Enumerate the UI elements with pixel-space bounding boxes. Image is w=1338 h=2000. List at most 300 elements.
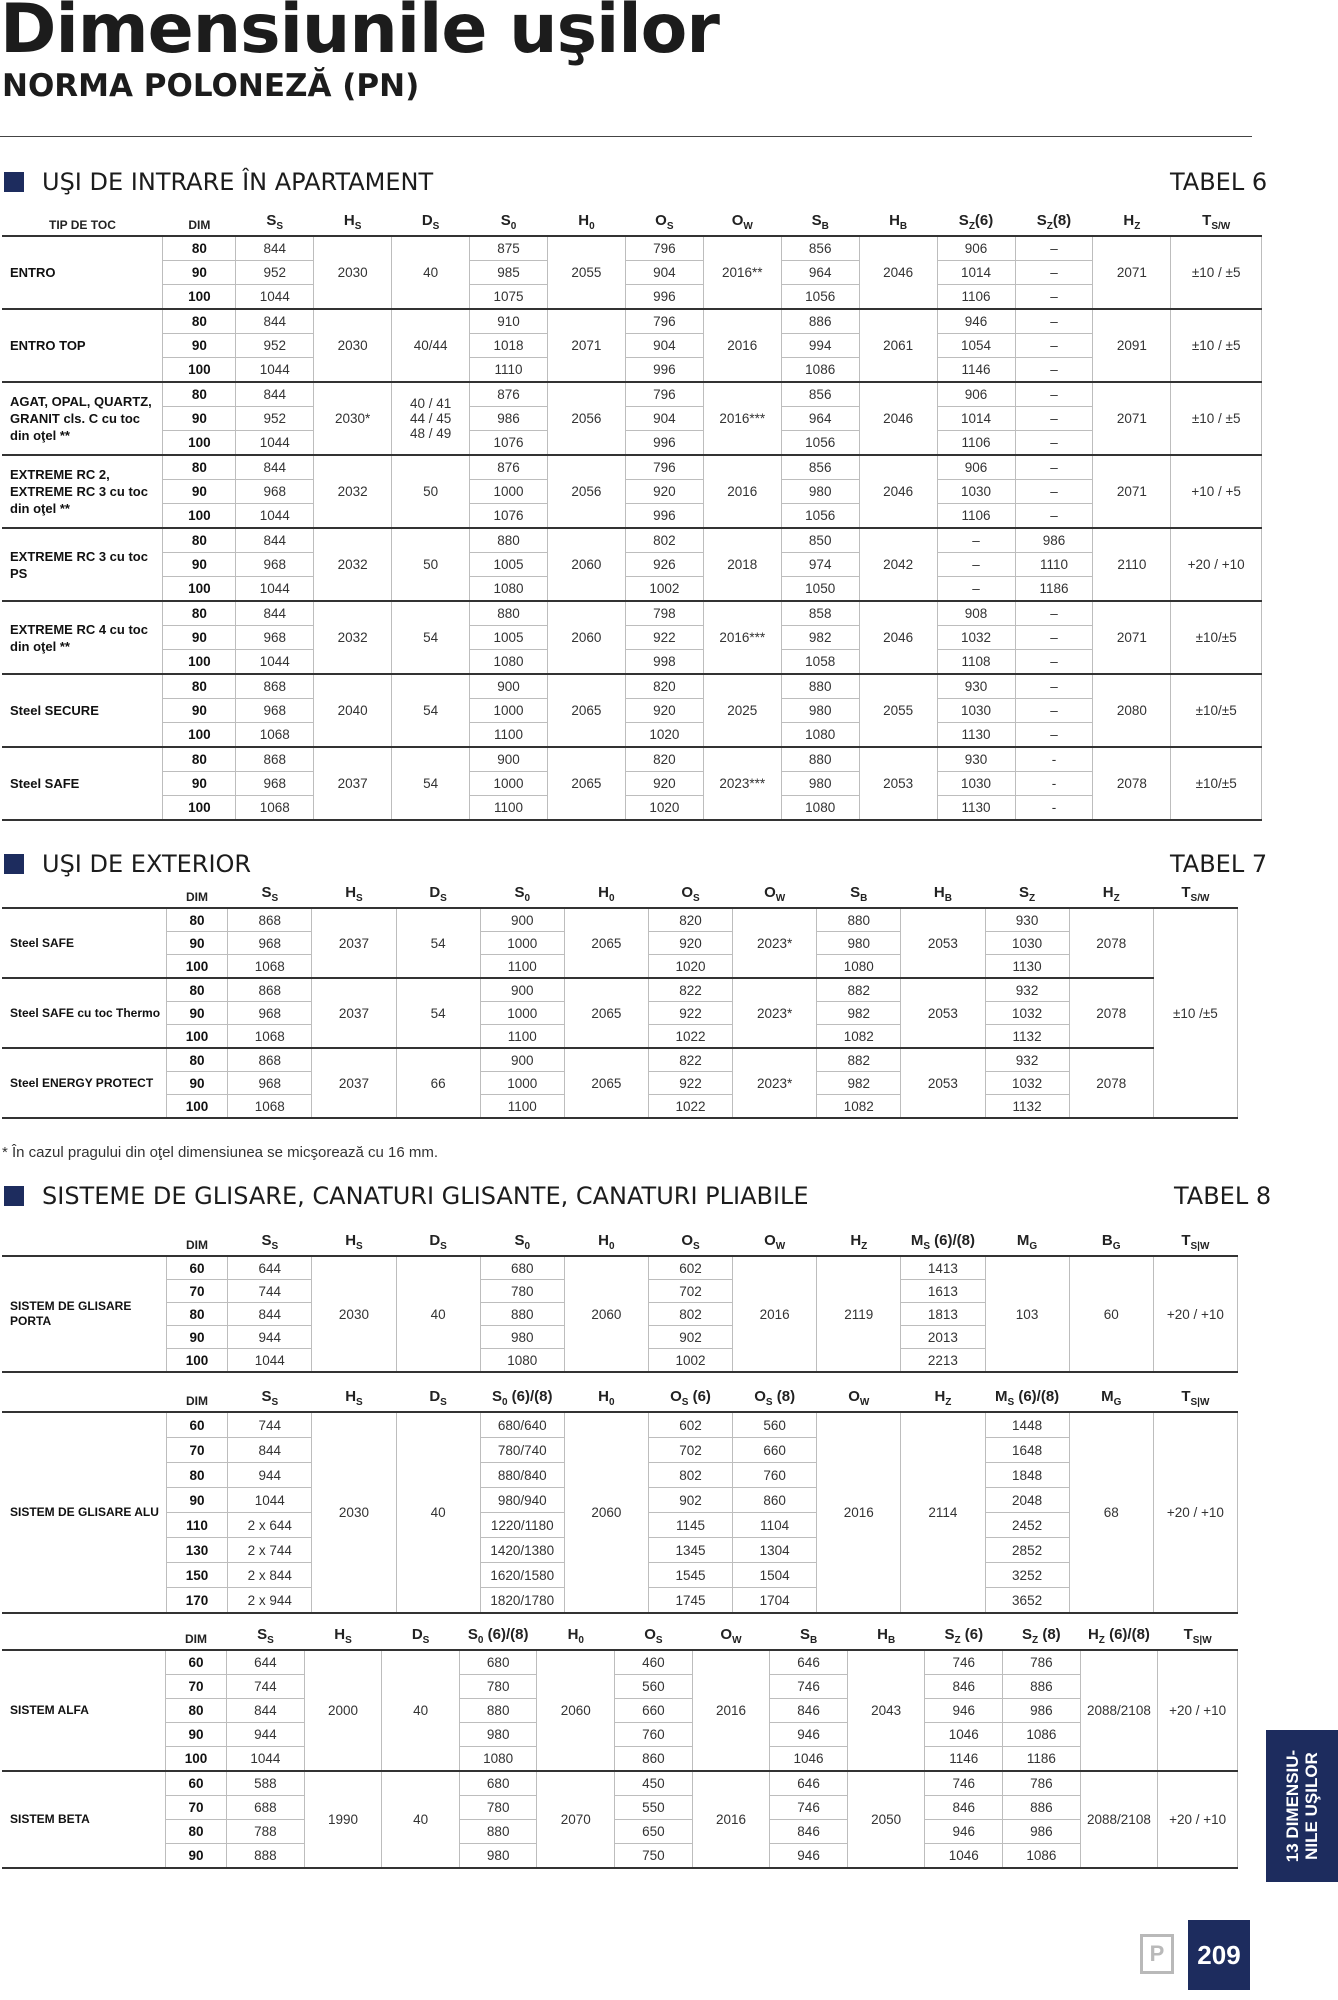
chapter-tab[interactable] — [1266, 1730, 1338, 1882]
table-cell: 2088/2108 — [1080, 1771, 1158, 1868]
table-cell: 1000 — [470, 480, 548, 504]
table-8-alfa-beta — [2, 1620, 1238, 1869]
column-header — [2, 878, 166, 908]
table-cell: 680 — [480, 1256, 564, 1280]
table-cell: 844 — [228, 1438, 312, 1463]
dim-cell: 80 — [165, 1820, 226, 1844]
table-cell: 868 — [228, 1048, 312, 1072]
column-header: $O_S$ — [625, 206, 703, 236]
table-cell: 796 — [625, 309, 703, 334]
column-header: $H_0$ — [564, 1382, 648, 1412]
table-cell: 2065 — [564, 908, 648, 978]
column-header: $S_Z(6)$ — [937, 206, 1015, 236]
table-cell: 2071 — [1093, 455, 1171, 528]
dim-cell: 80 — [163, 601, 236, 626]
table-cell: 40 — [396, 1412, 480, 1613]
table-cell: 1146 — [925, 1747, 1003, 1772]
table-cell: 1082 — [817, 1095, 901, 1119]
table-row — [2, 1796, 1238, 1820]
table-6 — [2, 206, 1262, 821]
table-cell: 54 — [392, 747, 470, 820]
table-cell: 2213 — [901, 1349, 985, 1373]
column-header: $H_Z$ — [901, 1382, 985, 1412]
dim-cell: 90 — [166, 1002, 228, 1025]
table-cell: 802 — [625, 528, 703, 553]
section-title: UŞI DE INTRARE ÎN APARTAMENT — [42, 168, 434, 196]
column-header: $O_S$ — [648, 878, 732, 908]
table-cell: 968 — [236, 553, 314, 577]
table-row — [2, 382, 1262, 407]
table-cell: 982 — [817, 1072, 901, 1095]
table-cell: – — [1015, 650, 1093, 675]
table-row — [2, 577, 1262, 602]
table-cell: 50 — [392, 455, 470, 528]
row-group-label: EXTREME RC 3 cu toc PS — [2, 528, 163, 601]
table-cell: 2025 — [703, 674, 781, 747]
table-cell: 932 — [985, 1048, 1069, 1072]
table-cell: 1068 — [228, 1025, 312, 1049]
table-cell: 920 — [648, 932, 732, 955]
table-cell: 902 — [648, 1488, 732, 1513]
table-cell: 980 — [781, 772, 859, 796]
table-cell: 1044 — [236, 650, 314, 675]
dim-cell: 100 — [165, 1747, 226, 1772]
column-header: $H_S$ — [314, 206, 392, 236]
table-cell: 920 — [625, 480, 703, 504]
dim-cell: 90 — [166, 932, 228, 955]
table-cell: 780 — [459, 1796, 537, 1820]
table-cell: 2050 — [847, 1771, 925, 1868]
dim-cell: 100 — [163, 723, 236, 748]
table-cell: 54 — [396, 908, 480, 978]
table-cell: 986 — [1003, 1820, 1081, 1844]
section-square-icon — [4, 1186, 24, 1206]
table-cell: 1068 — [228, 955, 312, 979]
dim-cell: 80 — [163, 236, 236, 261]
table-cell: ±10 / ±5 — [1171, 382, 1262, 455]
table-cell: 1106 — [937, 504, 1015, 529]
table-cell: 40 / 41 44 / 45 48 / 49 — [392, 382, 470, 455]
row-group-label: SISTEM ALFA — [2, 1650, 165, 1771]
table-cell: 932 — [985, 978, 1069, 1002]
table-cell: 985 — [470, 261, 548, 285]
table-cell: 1100 — [470, 796, 548, 821]
table-cell: 2065 — [564, 1048, 648, 1118]
table-cell: 1106 — [937, 431, 1015, 456]
table-cell: 2053 — [901, 978, 985, 1048]
table-cell: 2080 — [1093, 674, 1171, 747]
dim-cell: 80 — [166, 1048, 228, 1072]
table-cell: 1106 — [937, 285, 1015, 310]
table-cell: – — [1015, 601, 1093, 626]
table-cell: +20 / +10 — [1158, 1771, 1238, 1868]
table-cell: 1030 — [937, 699, 1015, 723]
table-cell: 588 — [227, 1771, 305, 1796]
column-header: $H_Z$ — [1069, 878, 1153, 908]
table-cell: 2065 — [547, 747, 625, 820]
table-cell: 886 — [781, 309, 859, 334]
table-cell: 968 — [228, 932, 312, 955]
table-cell: 880 — [459, 1699, 537, 1723]
dim-cell: 60 — [165, 1650, 226, 1675]
table-cell: 880 — [470, 601, 548, 626]
table-cell: 2065 — [547, 674, 625, 747]
table-cell: 1145 — [648, 1513, 732, 1538]
table-cell: ±10 /±5 — [1153, 908, 1237, 1118]
table-cell: 2016 — [692, 1650, 770, 1771]
table-cell: 2016*** — [703, 382, 781, 455]
table-cell: 982 — [817, 1002, 901, 1025]
table-cell: 846 — [770, 1820, 848, 1844]
column-header: $S_Z$ (6) — [925, 1620, 1003, 1650]
column-header: $M_G$ — [985, 1226, 1069, 1256]
table-cell: 2078 — [1069, 978, 1153, 1048]
table-cell: 2053 — [901, 1048, 985, 1118]
table-cell: 2055 — [547, 236, 625, 309]
table-cell: 560 — [615, 1675, 693, 1699]
table-cell: 2060 — [537, 1650, 615, 1771]
table-cell: 2071 — [547, 309, 625, 382]
dim-cell: 70 — [166, 1438, 228, 1463]
table-cell: 888 — [227, 1844, 305, 1869]
table-cell: 844 — [228, 1303, 312, 1326]
table-cell: 1022 — [648, 1025, 732, 1049]
table-cell: 688 — [227, 1796, 305, 1820]
table-cell: 746 — [770, 1796, 848, 1820]
column-header: $S_0$ — [470, 206, 548, 236]
dim-cell: 80 — [163, 747, 236, 772]
table-cell: ±10/±5 — [1171, 601, 1262, 674]
dim-cell: 100 — [166, 955, 228, 979]
column-header: DIM — [165, 1620, 226, 1650]
table-cell: 908 — [937, 601, 1015, 626]
table-cell: 3652 — [985, 1588, 1069, 1614]
table-cell: 1044 — [236, 577, 314, 602]
table-cell: 2852 — [985, 1538, 1069, 1563]
table-cell: 1076 — [470, 504, 548, 529]
table-cell: 60 — [1069, 1256, 1153, 1372]
table-cell: 550 — [615, 1796, 693, 1820]
table-cell: 1080 — [781, 796, 859, 821]
table-cell: 2078 — [1069, 1048, 1153, 1118]
dim-cell: 90 — [165, 1844, 226, 1869]
table-cell: 2013 — [901, 1326, 985, 1349]
table-cell: 2078 — [1093, 747, 1171, 820]
table-cell: +10 / +5 — [1171, 455, 1262, 528]
table-cell: 1080 — [470, 577, 548, 602]
table-cell: 1080 — [470, 650, 548, 675]
table-7 — [2, 878, 1238, 1119]
column-header: $S_0$ (6)/(8) — [459, 1620, 537, 1650]
table-cell: 2016 — [703, 455, 781, 528]
dim-cell: 80 — [163, 674, 236, 699]
table-cell: 1046 — [925, 1844, 1003, 1869]
dim-cell: 80 — [166, 908, 228, 932]
table-cell: 2119 — [817, 1256, 901, 1372]
section-heading-t6 — [4, 168, 433, 196]
table-cell: 788 — [227, 1820, 305, 1844]
table-cell: 1068 — [236, 723, 314, 748]
section-title: UŞI DE EXTERIOR — [42, 850, 252, 878]
table-cell: 50 — [392, 528, 470, 601]
table-cell: 2 x 844 — [228, 1563, 312, 1588]
table-cell: 882 — [817, 978, 901, 1002]
table-cell: 1000 — [470, 772, 548, 796]
table-cell: 844 — [236, 601, 314, 626]
table-cell: 968 — [236, 699, 314, 723]
table-cell: 40 — [396, 1256, 480, 1372]
table-cell: 1130 — [937, 796, 1015, 821]
table-cell: 2060 — [564, 1256, 648, 1372]
table-cell: 2070 — [537, 1771, 615, 1868]
table-cell: 744 — [227, 1675, 305, 1699]
dim-cell: 100 — [163, 431, 236, 456]
table-cell: 1002 — [648, 1349, 732, 1373]
table-cell: 846 — [925, 1796, 1003, 1820]
table-cell: 922 — [625, 626, 703, 650]
table-cell: 980 — [781, 699, 859, 723]
table-cell: 880 — [470, 528, 548, 553]
table-row — [2, 480, 1262, 504]
table-cell: 54 — [392, 674, 470, 747]
table-cell: 982 — [781, 626, 859, 650]
dim-cell: 90 — [163, 480, 236, 504]
table-cell: 1130 — [985, 955, 1069, 979]
table-cell: ±10/±5 — [1171, 674, 1262, 747]
column-header: DIM — [166, 878, 228, 908]
table-row — [2, 796, 1262, 821]
table-cell: 1075 — [470, 285, 548, 310]
table-cell: 1620/1580 — [480, 1563, 564, 1588]
table-cell: 2037 — [312, 978, 396, 1048]
table-cell: +20 / +10 — [1158, 1650, 1238, 1771]
column-header: $S_B$ — [770, 1620, 848, 1650]
table-cell: 660 — [615, 1699, 693, 1723]
table-cell: 1080 — [480, 1349, 564, 1373]
table-cell: – — [937, 528, 1015, 553]
table-cell: 2043 — [847, 1650, 925, 1771]
table-cell: 858 — [781, 601, 859, 626]
table-cell: 996 — [625, 358, 703, 383]
table-cell: 1990 — [304, 1771, 382, 1868]
column-header: $H_S$ — [312, 1382, 396, 1412]
column-header: $S_Z$ — [985, 878, 1069, 908]
table-cell: – — [1015, 358, 1093, 383]
table-cell: 780/740 — [480, 1438, 564, 1463]
dim-cell: 170 — [166, 1588, 228, 1614]
table-cell: 900 — [470, 747, 548, 772]
table-cell: 1044 — [236, 431, 314, 456]
table-cell: 644 — [227, 1650, 305, 1675]
table-cell: 1020 — [648, 955, 732, 979]
table-row — [2, 650, 1262, 675]
table-row — [2, 601, 1262, 626]
table-cell: 2 x 744 — [228, 1538, 312, 1563]
row-group-label: ENTRO — [2, 236, 163, 309]
table-cell: 796 — [625, 236, 703, 261]
table-cell: - — [1015, 747, 1093, 772]
table-cell: 886 — [1003, 1796, 1081, 1820]
table-cell: 860 — [733, 1488, 817, 1513]
table-row — [2, 626, 1262, 650]
section-title: SISTEME DE GLISARE, CANATURI GLISANTE, CANATURI PLIABILE — [42, 1182, 809, 1210]
table-cell: 968 — [236, 772, 314, 796]
table-cell: 702 — [648, 1438, 732, 1463]
table-cell: +20 / +10 — [1171, 528, 1262, 601]
column-header: $S_S$ — [228, 1382, 312, 1412]
column-header: $T_{S/W}$ — [1171, 206, 1262, 236]
table-row — [2, 431, 1262, 456]
table-cell: 964 — [781, 261, 859, 285]
table-label-t6: TABEL 6 — [1170, 168, 1268, 196]
table-cell: 760 — [733, 1463, 817, 1488]
dim-cell: 80 — [163, 382, 236, 407]
table-cell: - — [1015, 796, 1093, 821]
table-cell: 1030 — [937, 772, 1015, 796]
column-header: $H_0$ — [564, 878, 648, 908]
table-cell: – — [1015, 699, 1093, 723]
column-header: $S_0$ — [480, 878, 564, 908]
column-header: $H_S$ — [312, 1226, 396, 1256]
table-cell: 2042 — [859, 528, 937, 601]
table-cell: 460 — [615, 1650, 693, 1675]
column-header: $O_W$ — [703, 206, 781, 236]
table-cell: 68 — [1069, 1412, 1153, 1613]
row-group-label: ENTRO TOP — [2, 309, 163, 382]
table-cell: 2071 — [1093, 382, 1171, 455]
table-cell: 744 — [228, 1280, 312, 1303]
brand-logo-icon: P — [1140, 1934, 1174, 1974]
table-cell: 1104 — [733, 1513, 817, 1538]
table-cell: 1014 — [937, 261, 1015, 285]
column-header: $H_B$ — [847, 1620, 925, 1650]
table-cell: 660 — [733, 1438, 817, 1463]
table-cell: 54 — [392, 601, 470, 674]
table-cell: 1848 — [985, 1463, 1069, 1488]
table-cell: 856 — [781, 382, 859, 407]
table-row — [2, 1675, 1238, 1699]
table-cell: 980 — [459, 1844, 537, 1869]
dim-cell: 70 — [165, 1675, 226, 1699]
table-cell: 746 — [925, 1650, 1003, 1675]
table-cell: 880 — [781, 747, 859, 772]
table-cell: 2030 — [314, 309, 392, 382]
table-cell: 880 — [480, 1303, 564, 1326]
column-header: $O_W$ — [733, 878, 817, 908]
table-cell: 1000 — [480, 932, 564, 955]
table-cell: 1545 — [648, 1563, 732, 1588]
table-cell: 2032 — [314, 528, 392, 601]
table-cell: 2114 — [901, 1412, 985, 1613]
table-cell: 986 — [1003, 1699, 1081, 1723]
dim-cell: 90 — [163, 261, 236, 285]
dim-cell: 150 — [166, 1563, 228, 1588]
table-cell: 2030 — [312, 1412, 396, 1613]
table-cell: 2065 — [564, 978, 648, 1048]
table-cell: 2040 — [314, 674, 392, 747]
table-cell: 860 — [615, 1747, 693, 1772]
dim-cell: 80 — [165, 1699, 226, 1723]
section-square-icon — [4, 854, 24, 874]
table-cell: 902 — [648, 1326, 732, 1349]
column-header: $O_S$ (6) — [648, 1382, 732, 1412]
dim-cell: 130 — [166, 1538, 228, 1563]
table-cell: 560 — [733, 1412, 817, 1438]
table-label-t8: TABEL 8 — [1174, 1182, 1272, 1210]
table-cell: 2037 — [314, 747, 392, 820]
table-cell: 1020 — [625, 796, 703, 821]
column-header: $T_{S|W}$ — [1153, 1226, 1237, 1256]
table-cell: 1030 — [985, 932, 1069, 955]
table-cell: 1020 — [625, 723, 703, 748]
column-header: $O_S$ — [615, 1620, 693, 1650]
column-header: $O_W$ — [733, 1226, 817, 1256]
table-cell: +20 / +10 — [1153, 1412, 1237, 1613]
table-row — [2, 1844, 1238, 1869]
column-header: $T_{S|W}$ — [1158, 1620, 1238, 1650]
table-cell: 680 — [459, 1650, 537, 1675]
table-cell: – — [937, 577, 1015, 602]
table-cell: 946 — [925, 1820, 1003, 1844]
table-cell: – — [937, 553, 1015, 577]
table-cell: – — [1015, 236, 1093, 261]
column-header: $S_S$ — [236, 206, 314, 236]
table-cell: 946 — [770, 1844, 848, 1869]
table-cell: 846 — [770, 1699, 848, 1723]
table-cell: – — [1015, 504, 1093, 529]
dim-cell: 90 — [163, 626, 236, 650]
table-cell: 2053 — [901, 908, 985, 978]
table-cell: 844 — [236, 309, 314, 334]
table-cell: 996 — [625, 431, 703, 456]
column-header: $H_S$ — [304, 1620, 382, 1650]
column-header: $T_{S|W}$ — [1153, 1382, 1237, 1412]
table-cell: 844 — [236, 455, 314, 480]
dim-cell: 100 — [166, 1025, 228, 1049]
table-cell: 1044 — [236, 504, 314, 529]
table-row — [2, 1771, 1238, 1796]
table-cell: 1050 — [781, 577, 859, 602]
table-cell: 930 — [937, 674, 1015, 699]
table-cell: 994 — [781, 334, 859, 358]
table-cell: 702 — [648, 1280, 732, 1303]
column-header — [2, 1620, 165, 1650]
table-cell: 2000 — [304, 1650, 382, 1771]
title-divider — [0, 136, 1252, 137]
table-cell: 1413 — [901, 1256, 985, 1280]
column-header: $O_S$ — [648, 1226, 732, 1256]
table-cell: 2016 — [817, 1412, 901, 1613]
column-header: $H_B$ — [859, 206, 937, 236]
dim-cell: 90 — [163, 407, 236, 431]
table-cell: 1046 — [770, 1747, 848, 1772]
table-cell: 880/840 — [480, 1463, 564, 1488]
dim-cell: 80 — [166, 1303, 228, 1326]
dim-cell: 100 — [163, 358, 236, 383]
table-cell: – — [1015, 285, 1093, 310]
row-group-label: Steel SECURE — [2, 674, 163, 747]
table-cell: 2055 — [859, 674, 937, 747]
dim-cell: 60 — [165, 1771, 226, 1796]
table-cell: 2060 — [547, 528, 625, 601]
table-cell: 1304 — [733, 1538, 817, 1563]
row-group-label: SISTEM DE GLISARE ALU — [2, 1412, 166, 1613]
table-cell: 1110 — [470, 358, 548, 383]
table-cell: 1130 — [937, 723, 1015, 748]
dim-cell: 100 — [163, 650, 236, 675]
table-cell: 786 — [1003, 1650, 1081, 1675]
table-cell: – — [1015, 674, 1093, 699]
